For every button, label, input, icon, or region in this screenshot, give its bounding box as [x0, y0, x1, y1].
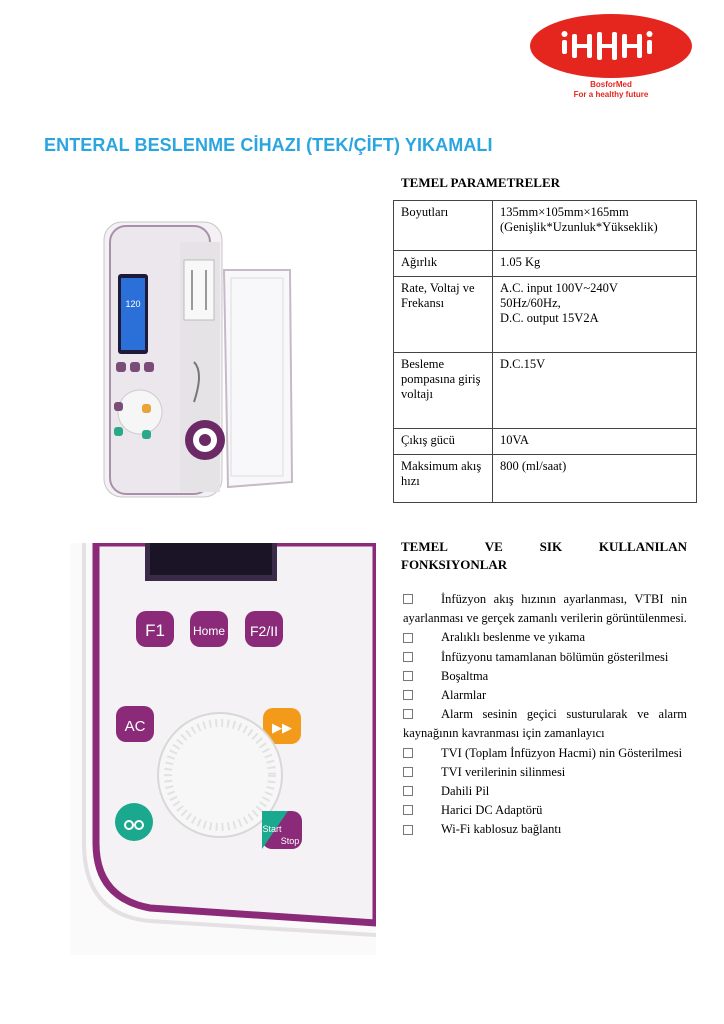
- checkbox-icon: [403, 671, 413, 681]
- list-item: Boşaltma: [403, 667, 687, 686]
- fast-forward-button-label: ▶▶: [272, 721, 292, 736]
- list-item: İnfüzyon akış hızının ayarlanması, VTBI nin ayarlanması ve gerçek zamanlı verilerin görüntülenmesi.: [403, 592, 687, 626]
- list-item: TVI (Toplam İnfüzyon Hacmi) nin Gösterilmesi: [403, 744, 687, 763]
- table-row: [394, 201, 697, 251]
- device-screen-value: 120: [125, 299, 141, 309]
- mute-clear-button-label: AC: [124, 718, 146, 735]
- list-item: Alarm sesinin geçici susturularak ve alarm kaynağının kavranması için zamanlayıcı: [403, 707, 687, 741]
- f2-button-label: F2/II: [249, 623, 279, 639]
- checkbox-icon: [403, 594, 413, 604]
- functions-heading: TEMEL VE SIK KULLANILAN FONKSIYONLAR: [401, 539, 687, 572]
- param-key: Rate, Voltaj ve Frekansı: [394, 277, 493, 353]
- functions-list: [403, 590, 687, 840]
- param-value: 135mm×105mm×165mm (Genişlik*Uzunluk*Yükseklik): [493, 201, 697, 251]
- logo-mark-icon: [560, 28, 660, 66]
- f1-button-label: F1: [145, 621, 165, 640]
- list-item: Alarmlar: [403, 686, 687, 705]
- logo-tagline: For a healthy future: [573, 90, 649, 99]
- table-row: [394, 429, 697, 455]
- param-key: Çıkış gücü: [394, 429, 493, 455]
- checkbox-icon: [403, 825, 413, 835]
- list-item: Wi-Fi kablosuz bağlantı: [403, 820, 687, 839]
- params-table: [393, 200, 697, 503]
- checkbox-icon: [403, 748, 413, 758]
- checkbox-icon: [403, 652, 413, 662]
- list-item: İnfüzyonu tamamlanan bölümün gösterilmesi: [403, 648, 687, 667]
- param-key: Boyutları: [394, 201, 493, 251]
- list-item: Harici DC Adaptörü: [403, 801, 687, 820]
- table-row: [394, 251, 697, 277]
- checkbox-icon: [403, 633, 413, 643]
- table-row: [394, 277, 697, 353]
- list-item: Dahili Pil: [403, 782, 687, 801]
- list-item: Aralıklı beslenme ve yıkama: [403, 628, 687, 647]
- start-button-label: Start: [262, 824, 282, 834]
- product-photo-pump-open: [100, 212, 310, 507]
- page-title: ENTERAL BESLENME CİHAZI (TEK/ÇİFT) YIKAMALI: [44, 135, 493, 155]
- product-photo-keypad: [70, 543, 376, 955]
- logo-company-name: BosforMed: [590, 80, 632, 89]
- stop-button-label: Stop: [280, 836, 300, 846]
- checkbox-icon: [403, 709, 413, 719]
- param-value: D.C.15V: [493, 353, 697, 429]
- param-key: Maksimum akış hızı: [394, 455, 493, 503]
- checkbox-icon: [403, 767, 413, 777]
- param-key: Ağırlık: [394, 251, 493, 277]
- param-value: A.C. input 100V~240V 50Hz/60Hz, D.C. output 15V2A: [493, 277, 697, 353]
- param-value: 800 (ml/saat): [493, 455, 697, 503]
- param-value: 10VA: [493, 429, 697, 455]
- param-key: Besleme pompasına giriş voltajı: [394, 353, 493, 429]
- param-value: 1.05 Kg: [493, 251, 697, 277]
- home-button-label: Home: [192, 624, 226, 638]
- checkbox-icon: [403, 690, 413, 700]
- list-item: TVI verilerinin silinmesi: [403, 763, 687, 782]
- table-row: [394, 455, 697, 503]
- table-row: [394, 353, 697, 429]
- checkbox-icon: [403, 786, 413, 796]
- checkbox-icon: [403, 805, 413, 815]
- params-heading: TEMEL PARAMETRELER: [401, 175, 561, 190]
- company-logo: [530, 14, 692, 106]
